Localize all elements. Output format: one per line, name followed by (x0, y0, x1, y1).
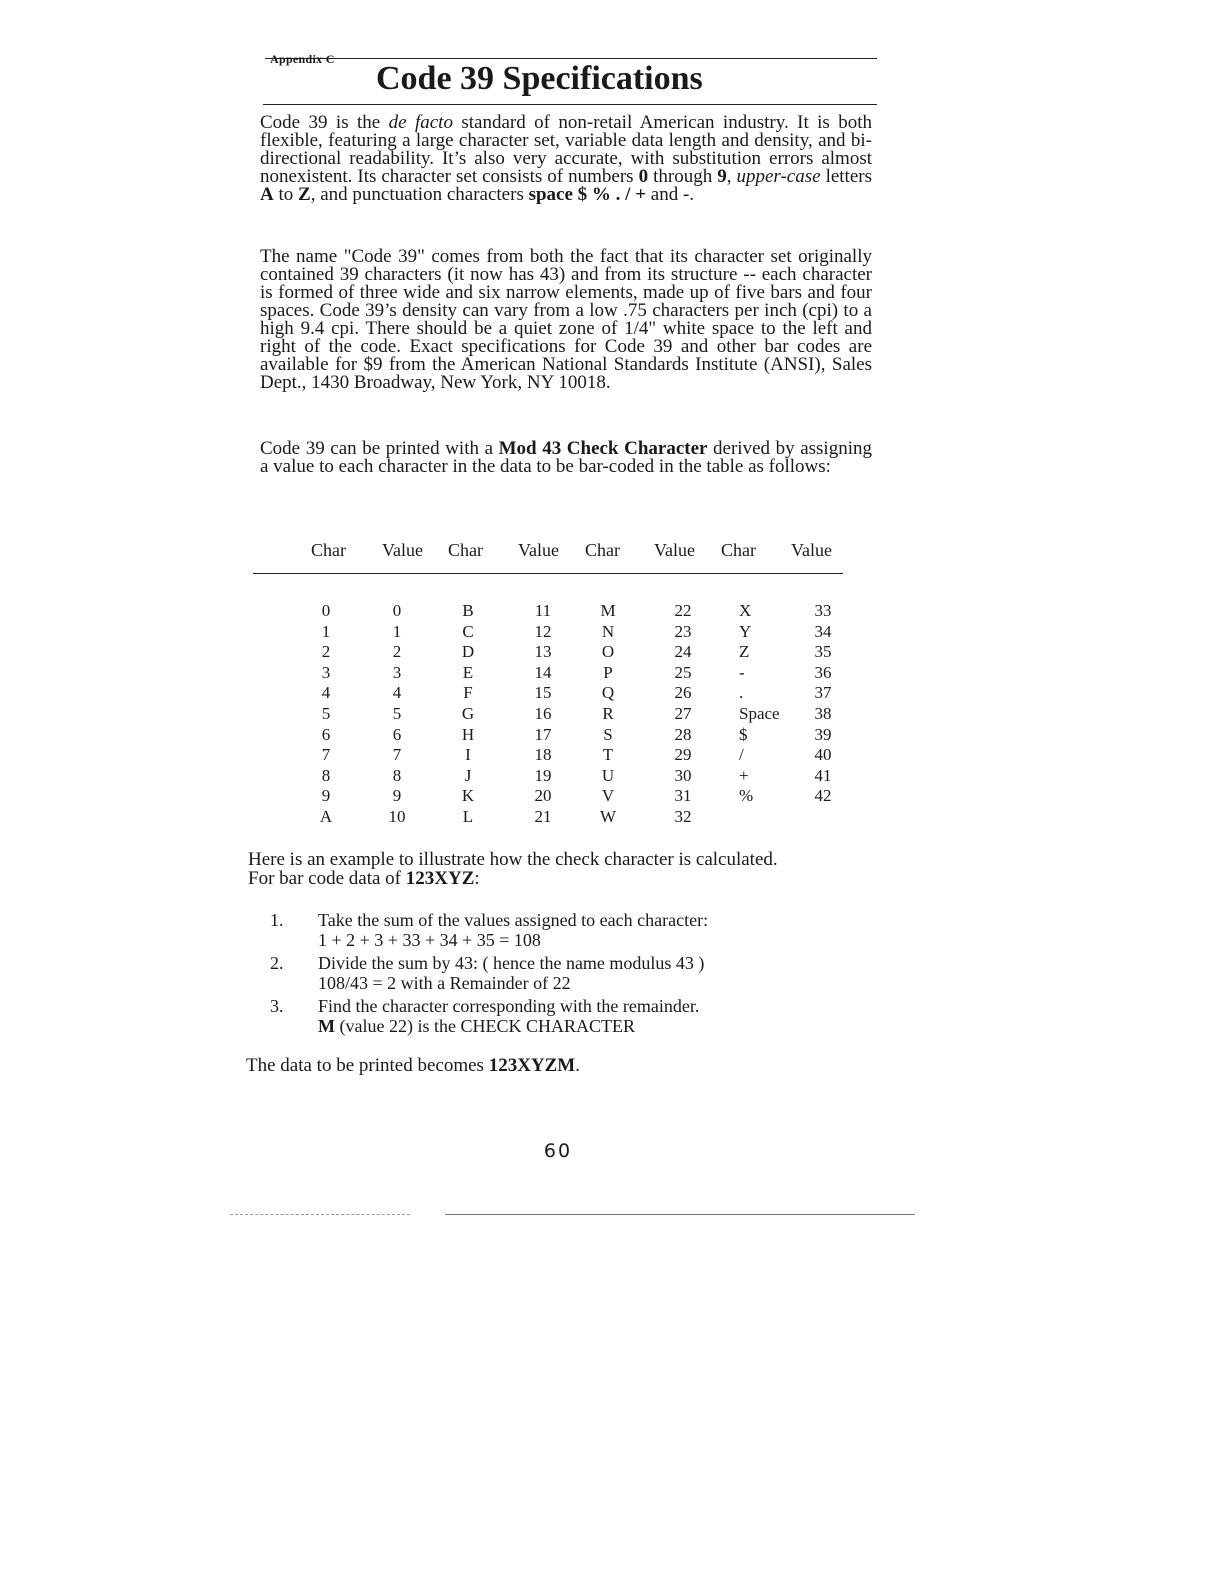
name-paragraph: The name "Code 39" comes from both the fact that its character set originally contained 39 characters (it now has 43) and from its structure -- each character is formed of three wide and six narrow elements, made up of five bars and four spaces. Code 39’s density can vary from a low .75 characters per inch (cpi) to a high 9.4 cpi. There should be a quiet zone of 1/4" white space to the left and right of the code. Exact specifications for Code 39 and other bar codes are available for $9 from the American National Standards Institute (ANSI), Sales Dept., 1430 Broadway, New York, NY 10018. (260, 246, 872, 393)
table-cell-value: 20 (534, 786, 552, 806)
table-cell-value: 0 (392, 601, 402, 620)
scan-artifact-line (230, 1214, 410, 1215)
table-column-char (312, 601, 340, 828)
table-header: Value (382, 540, 423, 560)
step-text: 108/43 = 2 with a Remainder of 22 (318, 973, 571, 993)
table-header: Value (791, 540, 832, 560)
table-cell-value: 5 (392, 703, 402, 723)
table-cell-char: J (464, 765, 472, 785)
table-cell-char: F (463, 683, 473, 703)
table-cell-value: 29 (674, 745, 692, 765)
table-cell-value: 13 (534, 642, 552, 662)
header-bottom-rule (263, 104, 877, 105)
table-cell-value: 38 (814, 703, 832, 723)
table-cell-value: 37 (814, 683, 832, 703)
intro-zero: 0 (638, 166, 649, 187)
example-data: 123XYZ (405, 868, 475, 889)
table-cell-char: M (600, 601, 616, 620)
example-intro (248, 850, 778, 888)
table-column-char (739, 601, 799, 807)
step-text: Take the sum of the values assigned to each character: (318, 910, 709, 930)
table-cell-char: E (462, 662, 474, 682)
table-cell-value: 19 (534, 765, 552, 785)
table-cell-value: 31 (674, 786, 692, 806)
table-cell-char: 5 (321, 703, 331, 723)
table-cell-value: 42 (814, 786, 832, 806)
table-cell-value: 10 (388, 806, 406, 826)
table-cell-char: + (739, 765, 749, 785)
calculation-steps (270, 910, 870, 1036)
intro-letter-a: A (260, 184, 274, 205)
table-cell-char: T (602, 745, 614, 765)
intro-text: to (273, 184, 299, 205)
appendix-label: Appendix C (270, 52, 335, 66)
table-header: Char (311, 540, 346, 560)
table-cell-char: G (461, 703, 475, 723)
table-cell-char: N (601, 621, 615, 641)
page-title: Code 39 Specifications (376, 60, 703, 97)
intro-letter-z: Z (298, 184, 311, 205)
step-number: 3. (270, 996, 284, 1016)
table-cell-char: Y (739, 621, 752, 641)
table-cell-char: W (599, 806, 617, 826)
example-line-1: Here is an example to illustrate how the check character is calculated. (248, 849, 778, 870)
table-cell-char: C (462, 621, 474, 641)
table-cell-char: . (739, 683, 744, 703)
table-cell-char: Q (601, 683, 615, 703)
table-cell-char: 3 (321, 662, 331, 682)
example-line-2 (248, 869, 778, 888)
check-character: M (318, 1016, 335, 1036)
result-data: 123XYZM (488, 1055, 576, 1076)
header-top-rule (265, 58, 877, 59)
table-cell-char: 1 (321, 621, 331, 641)
table-column-value (380, 601, 414, 828)
table-cell-char: D (461, 642, 475, 662)
table-cell-char: U (601, 765, 615, 785)
table-cell-char: / (739, 745, 744, 765)
table-cell-value: 14 (534, 662, 552, 682)
table-cell-value: 7 (392, 745, 402, 765)
step-text: Divide the sum by 43: ( hence the name modulus 43 ) (318, 953, 705, 973)
table-cell-value: 33 (814, 601, 832, 620)
step-item (270, 953, 870, 993)
page-number: 60 (543, 1140, 573, 1162)
step-text: 1 + 2 + 3 + 33 + 34 + 35 = 108 (318, 930, 541, 950)
check-text: Code 39 can be printed with a (260, 438, 499, 459)
step-item (270, 910, 870, 950)
table-cell-value: 15 (534, 683, 552, 703)
scan-artifact-line (445, 1214, 915, 1215)
table-cell-value: 36 (814, 662, 832, 682)
table-column-char (594, 601, 622, 828)
table-cell-value: 16 (534, 703, 552, 723)
check-bold: Mod 43 Check Character (498, 438, 708, 459)
step-text: (value 22) is the CHECK CHARACTER (335, 1016, 635, 1036)
intro-text: , and punctuation characters (310, 184, 529, 205)
table-cell-char: - (739, 662, 745, 682)
table-cell-char: X (739, 601, 752, 620)
table-cell-char: P (603, 662, 613, 682)
table-cell-value: 28 (674, 724, 692, 744)
table-cell-value: 27 (674, 703, 692, 723)
table-cell-value: 8 (392, 765, 402, 785)
table-cell-char: % (739, 786, 754, 806)
table-cell-char: Space (739, 703, 780, 723)
table-cell-char: 8 (321, 765, 331, 785)
table-column-value (666, 601, 700, 828)
example-text: : (474, 868, 480, 889)
intro-text: Code 39 is the (260, 112, 389, 133)
table-header: Value (518, 540, 559, 560)
intro-text: , (726, 166, 737, 187)
table-cell-char: V (601, 786, 615, 806)
step-item (270, 996, 870, 1036)
table-column-value (806, 601, 840, 807)
table-cell-char: $ (739, 724, 748, 744)
intro-paragraph (260, 114, 872, 204)
table-cell-value: 24 (674, 642, 692, 662)
table-column-value (526, 601, 560, 828)
table-cell-char: A (319, 806, 333, 826)
table-cell-value: 21 (534, 806, 552, 826)
table-cell-value: 9 (392, 786, 402, 806)
table-cell-value: 40 (814, 745, 832, 765)
intro-text: through (648, 166, 718, 187)
table-cell-value: 32 (674, 806, 692, 826)
table-cell-value: 25 (674, 662, 692, 682)
table-cell-value: 39 (814, 724, 832, 744)
intro-text: and -. (646, 184, 695, 205)
example-text: For bar code data of (248, 868, 406, 889)
check-paragraph (260, 440, 872, 476)
table-cell-value: 18 (534, 745, 552, 765)
table-cell-value: 2 (392, 642, 402, 662)
table-cell-char: B (462, 601, 474, 620)
intro-nine: 9 (717, 166, 727, 187)
table-header: Char (721, 540, 756, 560)
table-cell-char: 4 (321, 683, 331, 703)
result-text: . (575, 1055, 580, 1076)
table-cell-value: 17 (534, 724, 552, 744)
step-text: Find the character corresponding with the remainder. (318, 996, 700, 1016)
intro-uppercase: upper-case (736, 166, 821, 187)
table-cell-char: S (603, 724, 613, 744)
table-cell-value: 34 (814, 621, 832, 641)
intro-text: standard of non-retail American industry. It is both flexible, featuring a large character set, variable data length and density, and bi-directional readability. It’s also very accurate, with substitution errors almost nonexistent. Its character set consists of numbers (260, 112, 872, 187)
table-header-rule (253, 573, 843, 574)
table-cell-char: L (462, 806, 474, 826)
table-cell-char: 2 (321, 642, 331, 662)
table-cell-value: 22 (674, 601, 692, 620)
table-cell-char: Z (739, 642, 750, 662)
table-cell-value: 1 (392, 621, 402, 641)
table-cell-value: 6 (392, 724, 402, 744)
check-text: derived by assigning a value to each character in the data to be bar-coded in the table as follows: (260, 438, 872, 477)
step-number: 1. (270, 910, 284, 930)
table-cell-char: 6 (321, 724, 331, 744)
table-column-char (454, 601, 482, 828)
table-cell-char: R (602, 703, 614, 723)
table-header: Char (448, 540, 483, 560)
result-line (246, 1055, 580, 1077)
table-cell-char: 9 (321, 786, 331, 806)
table-cell-char: H (461, 724, 475, 744)
table-cell-char: 0 (321, 601, 331, 620)
step-number: 2. (270, 953, 284, 973)
table-cell-value: 11 (534, 601, 552, 620)
table-header: Value (654, 540, 695, 560)
step-text (318, 1016, 870, 1036)
table-header: Char (585, 540, 620, 560)
table-cell-value: 26 (674, 683, 692, 703)
table-cell-value: 35 (814, 642, 832, 662)
table-cell-value: 12 (534, 621, 552, 641)
table-cell-value: 4 (392, 683, 402, 703)
intro-text: letters (820, 166, 872, 187)
table-cell-value: 23 (674, 621, 692, 641)
table-cell-value: 30 (674, 765, 692, 785)
intro-punctuation: space $ % . / + (528, 184, 647, 205)
table-cell-char: 7 (321, 745, 331, 765)
table-cell-char: I (465, 745, 471, 765)
table-cell-value: 3 (392, 662, 402, 682)
table-cell-char: O (601, 642, 615, 662)
table-cell-value: 41 (814, 765, 832, 785)
table-cell-char: K (461, 786, 475, 806)
result-text: The data to be printed becomes (246, 1055, 489, 1076)
intro-defacto: de facto (388, 112, 453, 133)
